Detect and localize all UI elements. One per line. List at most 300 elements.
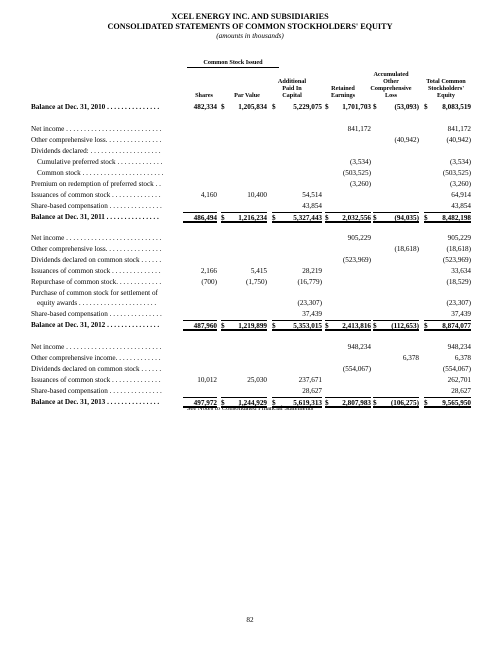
cell-value: 4,160 <box>200 191 217 199</box>
cell-shares <box>183 102 217 112</box>
cell-value: 487,960 <box>193 322 217 330</box>
row-label: Net income <box>31 125 65 133</box>
cell-re <box>325 102 371 112</box>
common-stock-group-header: Common Stock Issued <box>187 59 279 68</box>
dot-leader: . . . . . . . . . . . . . . . <box>107 202 162 210</box>
dot-leader: . . . . . . . . . . . . . . <box>110 376 161 384</box>
row-label: Share-based compensation <box>31 202 108 210</box>
cell-aoci <box>373 168 419 178</box>
row-label-cell <box>31 244 161 254</box>
cell-re <box>325 298 371 308</box>
row-label: Share-based compensation <box>31 310 108 318</box>
row-label-cell <box>31 179 161 189</box>
retained-earnings-column-header <box>325 78 361 99</box>
cell-re <box>325 288 371 298</box>
balance-row <box>0 320 500 330</box>
cell-par <box>221 168 267 178</box>
dot-leader: . . . . . . . . . . . . . <box>116 278 162 286</box>
cell-value: (700) <box>201 278 217 286</box>
row-label: Issuances of common stock <box>31 376 111 384</box>
cell-total <box>424 135 471 145</box>
cell-value: 28,219 <box>302 267 322 275</box>
cell-aoci <box>373 375 419 385</box>
table-row <box>0 375 500 385</box>
cell-total <box>424 353 471 363</box>
cell-value: 10,400 <box>247 191 267 199</box>
cell-aoci <box>373 244 419 254</box>
statement-title: CONSOLIDATED STATEMENTS OF COMMON STOCKHOLDERS' EQUITY <box>107 22 393 31</box>
cell-value: 905,229 <box>347 234 371 242</box>
cell-value: 64,914 <box>451 191 471 199</box>
cell-aoci <box>373 179 419 189</box>
cell-value: (1,750) <box>246 278 267 286</box>
cell-value: (3,534) <box>450 158 471 166</box>
apic-header-text: Additional Paid In Capital <box>277 78 307 99</box>
dollar-sign: $ <box>373 399 377 407</box>
row-label-cell <box>31 233 161 243</box>
dollar-sign: $ <box>272 399 276 407</box>
dollar-sign: $ <box>272 214 276 222</box>
dollar-sign: $ <box>221 399 225 407</box>
cell-apic <box>272 244 322 254</box>
cell-value: (106,275) <box>390 399 419 407</box>
dot-leader: . . . . . . . . . . . . . . . . . . . . . . . <box>80 169 164 177</box>
cell-value: (18,618) <box>394 245 419 253</box>
row-label: Balance at Dec. 31, 2013 <box>31 398 106 406</box>
dot-leader: . . . . . . . . . . . . . . <box>110 267 161 275</box>
cell-aoci <box>373 353 419 363</box>
cell-value: (18,618) <box>446 245 471 253</box>
dollar-sign: $ <box>424 103 428 111</box>
cell-par <box>221 124 267 134</box>
cell-total <box>424 201 471 211</box>
dollar-sign: $ <box>325 214 329 222</box>
dollar-sign: $ <box>325 103 329 111</box>
cell-value: 1,205,834 <box>238 103 267 111</box>
table-row <box>0 201 500 211</box>
cell-value: 841,172 <box>447 125 471 133</box>
dot-leader: . . . . . . . . . . . . . . . . . . . . <box>88 147 161 155</box>
table-row <box>0 179 500 189</box>
cell-value: 948,234 <box>347 343 371 351</box>
dot-leader: . . . . . . . . . . . . . . . . . . . . . . . . . . . <box>64 125 162 133</box>
cell-value: 28,627 <box>451 387 471 395</box>
cell-re <box>325 146 371 156</box>
cell-value: (523,969) <box>342 256 371 264</box>
total-header-text: Total Common Stockholders' Equity <box>426 78 466 99</box>
cell-re <box>325 342 371 352</box>
cell-value: (94,035) <box>394 214 419 222</box>
cell-apic <box>272 353 322 363</box>
row-label: Balance at Dec. 31, 2010 <box>31 103 106 111</box>
cell-value: 2,807,983 <box>342 399 371 407</box>
cell-value: 2,032,556 <box>342 214 371 222</box>
cell-aoci <box>373 364 419 374</box>
table-row <box>0 309 500 319</box>
cell-shares <box>183 277 217 287</box>
row-label-cell <box>31 124 161 134</box>
cell-value: 10,012 <box>197 376 217 384</box>
dollar-sign: $ <box>373 214 377 222</box>
cell-re <box>325 364 371 374</box>
table-row <box>0 135 500 145</box>
cell-re <box>325 386 371 396</box>
cell-aoci <box>373 201 419 211</box>
cell-shares <box>183 320 217 331</box>
cell-total <box>424 124 471 134</box>
cell-par <box>221 233 267 243</box>
cell-par <box>221 157 267 167</box>
row-label: Share-based compensation <box>31 387 108 395</box>
row-label: Common stock <box>37 169 81 177</box>
cell-aoci <box>373 124 419 134</box>
cell-apic <box>272 342 322 352</box>
row-label: Other comprehensive income <box>31 354 116 362</box>
row-label-cell <box>31 364 161 374</box>
row-label: Premium on redemption of preferred stock <box>31 180 154 188</box>
row-label-cell <box>31 102 159 112</box>
cell-par <box>221 244 267 254</box>
table-row <box>0 266 500 276</box>
cell-value: 482,334 <box>193 103 217 111</box>
cell-aoci <box>373 102 419 112</box>
cell-value: (23,307) <box>297 299 322 307</box>
cell-apic <box>272 298 322 308</box>
cell-shares <box>183 309 217 319</box>
row-label-cell <box>31 266 161 276</box>
cell-value: 905,229 <box>447 234 471 242</box>
cell-value: (16,779) <box>297 278 322 286</box>
cell-par <box>221 375 267 385</box>
cell-total <box>424 386 471 396</box>
dot-leader: . . . . . . . . . . . . . . <box>110 191 161 199</box>
cell-re <box>325 320 371 331</box>
dollar-sign: $ <box>424 322 428 330</box>
cell-apic <box>272 146 322 156</box>
cell-value: 2,413,816 <box>342 322 371 330</box>
cell-re <box>325 201 371 211</box>
cell-value: (18,529) <box>446 278 471 286</box>
cell-value: 497,972 <box>193 399 217 407</box>
cell-re <box>325 266 371 276</box>
cell-re <box>325 255 371 265</box>
table-row <box>0 146 500 156</box>
cell-shares <box>183 266 217 276</box>
row-label-cell <box>37 168 163 178</box>
cell-value: 8,083,519 <box>442 103 471 111</box>
dollar-sign: $ <box>272 103 276 111</box>
table-row <box>0 298 500 308</box>
cell-value: 1,701,703 <box>342 103 371 111</box>
cell-value: (554,067) <box>342 365 371 373</box>
cell-total <box>424 288 471 298</box>
cell-value: (3,260) <box>350 180 371 188</box>
cell-apic <box>272 255 322 265</box>
cell-value: 9,565,950 <box>442 399 471 407</box>
cell-shares <box>183 353 217 363</box>
cell-par <box>221 201 267 211</box>
dollar-sign: $ <box>424 399 428 407</box>
dot-leader: . . . . . . . . . . . . . . . . . . . . . . . . . . . <box>64 343 162 351</box>
table-row <box>0 342 500 352</box>
cell-shares <box>183 288 217 298</box>
cell-re <box>325 190 371 200</box>
cell-aoci <box>373 135 419 145</box>
dot-leader: . . . . . . . . . . . . . . . . . . . . . . <box>77 299 157 307</box>
apic-column-header <box>272 71 312 99</box>
cell-value: 5,415 <box>250 267 267 275</box>
cell-value: 2,166 <box>200 267 217 275</box>
cell-re <box>325 375 371 385</box>
cell-value: 262,701 <box>447 376 471 384</box>
cell-total <box>424 364 471 374</box>
cell-par <box>221 179 267 189</box>
cell-total <box>424 320 471 331</box>
cell-total <box>424 342 471 352</box>
cell-apic <box>272 320 322 331</box>
par-value-column-header: Par Value <box>234 92 260 99</box>
dot-leader: . . . . . . . . . . . . . . . <box>107 310 162 318</box>
table-row <box>0 255 500 265</box>
cell-aoci <box>373 157 419 167</box>
cell-shares <box>183 179 217 189</box>
cell-apic <box>272 233 322 243</box>
dot-leader: . . . . . . . . . . . . . . . . . . . . . . . . . . . <box>64 234 162 242</box>
row-label-cell <box>31 320 159 330</box>
cell-value: 1,216,234 <box>238 214 267 222</box>
cell-total <box>424 277 471 287</box>
cell-total <box>424 212 471 223</box>
cell-shares <box>183 124 217 134</box>
cell-re <box>325 309 371 319</box>
row-label: Net income <box>31 343 65 351</box>
dollar-sign: $ <box>272 322 276 330</box>
cell-total <box>424 233 471 243</box>
cell-shares <box>183 212 217 223</box>
cell-apic <box>272 168 322 178</box>
cell-par <box>221 353 267 363</box>
cell-value: (112,653) <box>391 322 419 330</box>
cell-value: 25,030 <box>247 376 267 384</box>
row-label: Purchase of common stock for settlement of <box>31 289 158 297</box>
cell-apic <box>272 124 322 134</box>
cell-value: (3,260) <box>450 180 471 188</box>
cell-apic <box>272 212 322 223</box>
row-label-cell <box>31 135 161 145</box>
dot-leader: . . . . . . . . . . . . . . . <box>105 321 160 329</box>
row-label: Dividends declared: <box>31 147 89 155</box>
cell-aoci <box>373 190 419 200</box>
row-label: Repurchase of common stock <box>31 278 117 286</box>
cell-par <box>221 288 267 298</box>
cell-shares <box>183 190 217 200</box>
row-label-cell <box>31 201 162 211</box>
cell-par <box>221 135 267 145</box>
cell-value: (503,525) <box>342 169 371 177</box>
dollar-sign: $ <box>221 322 225 330</box>
cell-par <box>221 309 267 319</box>
dot-leader: . . . . . . . . . . . . . . . . <box>105 136 162 144</box>
cell-par <box>221 102 267 112</box>
cell-apic <box>272 190 322 200</box>
row-label: equity awards <box>37 299 78 307</box>
cell-shares <box>183 157 217 167</box>
cell-shares <box>183 298 217 308</box>
cell-total <box>424 244 471 254</box>
cell-value: 43,854 <box>451 202 471 210</box>
cell-apic <box>272 102 322 112</box>
cell-re <box>325 244 371 254</box>
cell-shares <box>183 135 217 145</box>
cell-aoci <box>373 386 419 396</box>
cell-value: 8,874,077 <box>442 322 471 330</box>
cell-value: (523,969) <box>442 256 471 264</box>
table-row <box>0 124 500 134</box>
cell-apic <box>272 179 322 189</box>
dot-leader: . . . . . . <box>139 365 162 373</box>
cell-aoci <box>373 309 419 319</box>
table-row <box>0 386 500 396</box>
cell-value: 1,219,899 <box>238 322 267 330</box>
footnote: See Notes to Consolidated Financial Statements <box>186 405 314 412</box>
cell-value: 5,619,313 <box>293 399 322 407</box>
page-number: 82 <box>246 616 254 624</box>
row-label: Balance at Dec. 31, 2012 <box>31 321 106 329</box>
cell-total <box>424 168 471 178</box>
balance-row <box>0 102 500 112</box>
row-label: Other comprehensive loss <box>31 245 106 253</box>
table-row <box>0 233 500 243</box>
row-label-cell <box>31 309 162 319</box>
cell-re <box>325 212 371 223</box>
cell-par <box>221 190 267 200</box>
cell-aoci <box>373 342 419 352</box>
cell-aoci <box>373 266 419 276</box>
cell-value: 841,172 <box>347 125 371 133</box>
cell-total <box>424 375 471 385</box>
cell-apic <box>272 386 322 396</box>
cell-value: (40,942) <box>394 136 419 144</box>
cell-par <box>221 266 267 276</box>
table-row <box>0 364 500 374</box>
row-label-cell <box>37 298 156 308</box>
cell-value: 5,327,443 <box>293 214 322 222</box>
cell-value: 43,854 <box>302 202 322 210</box>
cell-re <box>325 353 371 363</box>
row-label: Cumulative preferred stock <box>37 158 116 166</box>
cell-re <box>325 157 371 167</box>
table-row <box>0 157 500 167</box>
cell-apic <box>272 201 322 211</box>
table-row <box>0 244 500 254</box>
row-label-cell <box>31 386 162 396</box>
cell-value: (3,534) <box>350 158 371 166</box>
cell-shares <box>183 146 217 156</box>
row-label: Other comprehensive loss <box>31 136 106 144</box>
cell-re <box>325 124 371 134</box>
cell-total <box>424 298 471 308</box>
dot-leader: . . . . . . . . . . . . . . . <box>104 213 159 221</box>
cell-value: 8,482,198 <box>442 214 471 222</box>
cell-shares <box>183 168 217 178</box>
cell-apic <box>272 309 322 319</box>
cell-value: 28,627 <box>302 387 322 395</box>
cell-value: (503,525) <box>442 169 471 177</box>
cell-value: 5,229,075 <box>293 103 322 111</box>
retained-earnings-header-text: Retained Earnings <box>330 85 356 99</box>
cell-shares <box>183 233 217 243</box>
aoci-column-header <box>367 64 415 99</box>
cell-shares <box>183 244 217 254</box>
table-row <box>0 353 500 363</box>
dot-leader: . . . . . . . . . . . . . . . <box>105 398 160 406</box>
dollar-sign: $ <box>325 399 329 407</box>
table-row <box>0 190 500 200</box>
dot-leader: . . . . . . . . . . . . . . . <box>105 103 160 111</box>
cell-par <box>221 364 267 374</box>
cell-total <box>424 309 471 319</box>
dollar-sign: $ <box>221 214 225 222</box>
cell-value: 237,671 <box>298 376 322 384</box>
row-label-cell <box>31 212 159 222</box>
row-label-cell <box>31 353 161 363</box>
cell-total <box>424 102 471 112</box>
cell-value: 5,353,015 <box>293 322 322 330</box>
cell-aoci <box>373 277 419 287</box>
row-label-cell <box>31 190 161 200</box>
cell-value: (554,067) <box>442 365 471 373</box>
row-label-cell <box>31 342 161 352</box>
cell-shares <box>183 386 217 396</box>
cell-total <box>424 266 471 276</box>
cell-aoci <box>373 146 419 156</box>
amount-units: (amounts in thousands) <box>216 32 284 40</box>
cell-value: 948,234 <box>447 343 471 351</box>
cell-aoci <box>373 233 419 243</box>
cell-value: 54,514 <box>302 191 322 199</box>
dollar-sign: $ <box>424 214 428 222</box>
cell-aoci <box>373 255 419 265</box>
cell-aoci <box>373 212 419 223</box>
cell-value: (23,307) <box>446 299 471 307</box>
dot-leader: . . . . . . . . . . . . . <box>115 158 163 166</box>
row-label-cell <box>31 375 161 385</box>
row-label-cell <box>31 277 161 287</box>
row-label-cell <box>31 288 158 298</box>
row-label: Issuances of common stock <box>31 191 111 199</box>
cell-total <box>424 255 471 265</box>
cell-par <box>221 212 267 223</box>
cell-value: 6,378 <box>402 354 419 362</box>
cell-aoci <box>373 298 419 308</box>
cell-value: (53,093) <box>394 103 419 111</box>
cell-par <box>221 298 267 308</box>
table-row <box>0 288 500 298</box>
dollar-sign: $ <box>325 322 329 330</box>
cell-par <box>221 277 267 287</box>
total-equity-column-header <box>420 71 472 99</box>
cell-apic <box>272 135 322 145</box>
cell-apic <box>272 364 322 374</box>
cell-re <box>325 179 371 189</box>
cell-aoci <box>373 288 419 298</box>
cell-re <box>325 277 371 287</box>
row-label: Dividends declared on common stock <box>31 365 140 373</box>
cell-value: 37,439 <box>302 310 322 318</box>
cell-par <box>221 255 267 265</box>
cell-re <box>325 233 371 243</box>
cell-shares <box>183 255 217 265</box>
